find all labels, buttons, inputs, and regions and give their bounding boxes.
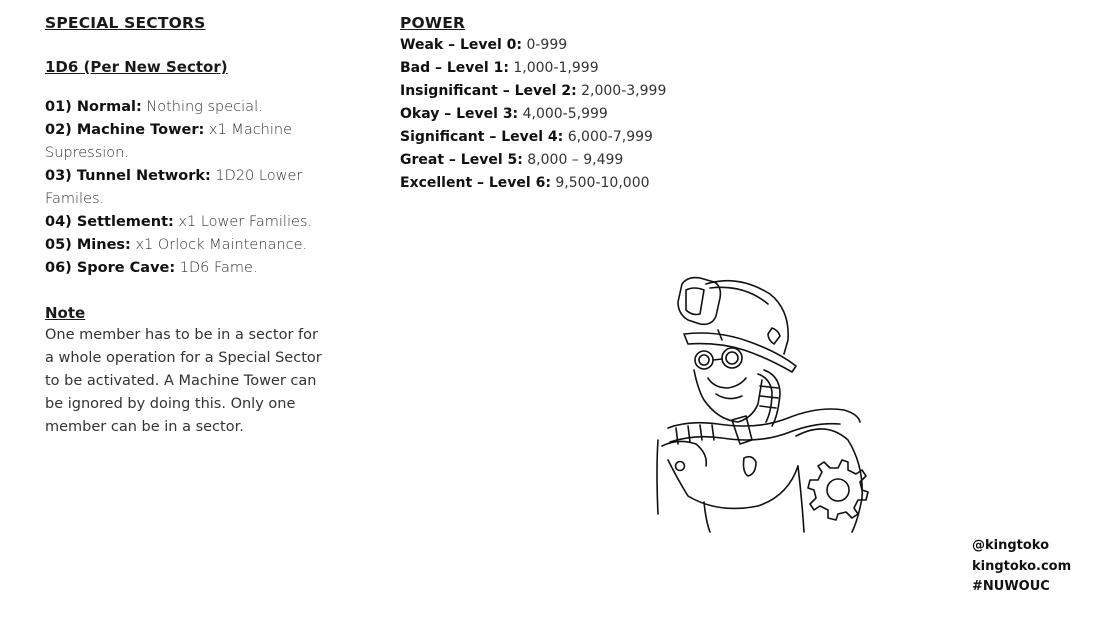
list-item <box>45 119 345 165</box>
credit-handle: @kingtoko <box>972 538 1050 553</box>
power-level-label: Great – Level 5: <box>400 152 523 168</box>
list-item <box>45 96 345 119</box>
power-level-label: Weak – Level 0: <box>400 37 522 53</box>
note-text: One member has to be in a sector for a whole operation for a Special Sector to be activated. A Machine Tower can be ignored by doing this. Only one member can be in a sector. <box>45 327 322 435</box>
miner-figure-icon <box>648 270 878 540</box>
power-level-label: Excellent – Level 6: <box>400 175 551 191</box>
list-item <box>45 165 345 211</box>
power-level-label: Okay – Level 3: <box>400 106 519 122</box>
power-level-label: Bad – Level 1: <box>400 60 509 76</box>
miner-illustration <box>648 270 878 540</box>
power-level-range: 6,000-7,999 <box>563 129 653 145</box>
list-item <box>45 234 345 257</box>
power-level-label: Significant – Level 4: <box>400 129 564 145</box>
list-item <box>45 211 345 234</box>
sector-label: 06) Spore Cave: <box>45 260 176 276</box>
list-item <box>400 80 720 103</box>
sector-desc: 1D6 Fame. <box>175 260 258 276</box>
power-level-range: 9,500-10,000 <box>550 175 650 191</box>
sector-label: 05) Mines: <box>45 237 131 253</box>
power-level-range: 2,000-3,999 <box>576 83 667 99</box>
power-level-range: 1,000-1,999 <box>508 60 599 76</box>
list-item <box>400 57 720 80</box>
note-heading: Note <box>45 304 86 322</box>
power-level-list <box>400 34 720 195</box>
list-item <box>400 34 720 57</box>
sector-desc: 1D20 Lower Familes. <box>45 168 303 207</box>
sector-desc: Nothing special. <box>141 99 263 115</box>
sector-desc: x1 Orlock Maintenance. <box>130 237 308 253</box>
list-item <box>45 257 345 280</box>
sector-list <box>45 96 345 280</box>
sector-label: 01) Normal: <box>45 99 142 115</box>
power-level-range: 0-999 <box>522 37 568 53</box>
sector-label: 02) Machine Tower: <box>45 122 205 138</box>
sector-desc: x1 Lower Families. <box>173 214 313 230</box>
list-item <box>400 103 720 126</box>
power-level-range: 4,000-5,999 <box>518 106 608 122</box>
power-level-range: 8,000 – 9,499 <box>522 152 624 168</box>
list-item <box>400 126 720 149</box>
credit-hashtag: #NUWOUC <box>972 579 1050 594</box>
list-item <box>400 172 720 195</box>
credits-block <box>972 536 1071 598</box>
sector-roll-subheading: 1D6 (Per New Sector) <box>45 58 228 76</box>
sector-desc: x1 Machine Supression. <box>45 122 293 161</box>
power-level-label: Insignificant – Level 2: <box>400 83 577 99</box>
power-heading: POWER <box>400 14 466 32</box>
special-sectors-column <box>45 12 345 439</box>
list-item <box>400 149 720 172</box>
credit-site: kingtoko.com <box>972 558 1072 574</box>
sector-label: 03) Tunnel Network: <box>45 168 211 184</box>
sector-label: 04) Settlement: <box>45 214 174 230</box>
special-sectors-heading: SPECIAL SECTORS <box>45 14 206 32</box>
power-column <box>400 12 720 195</box>
